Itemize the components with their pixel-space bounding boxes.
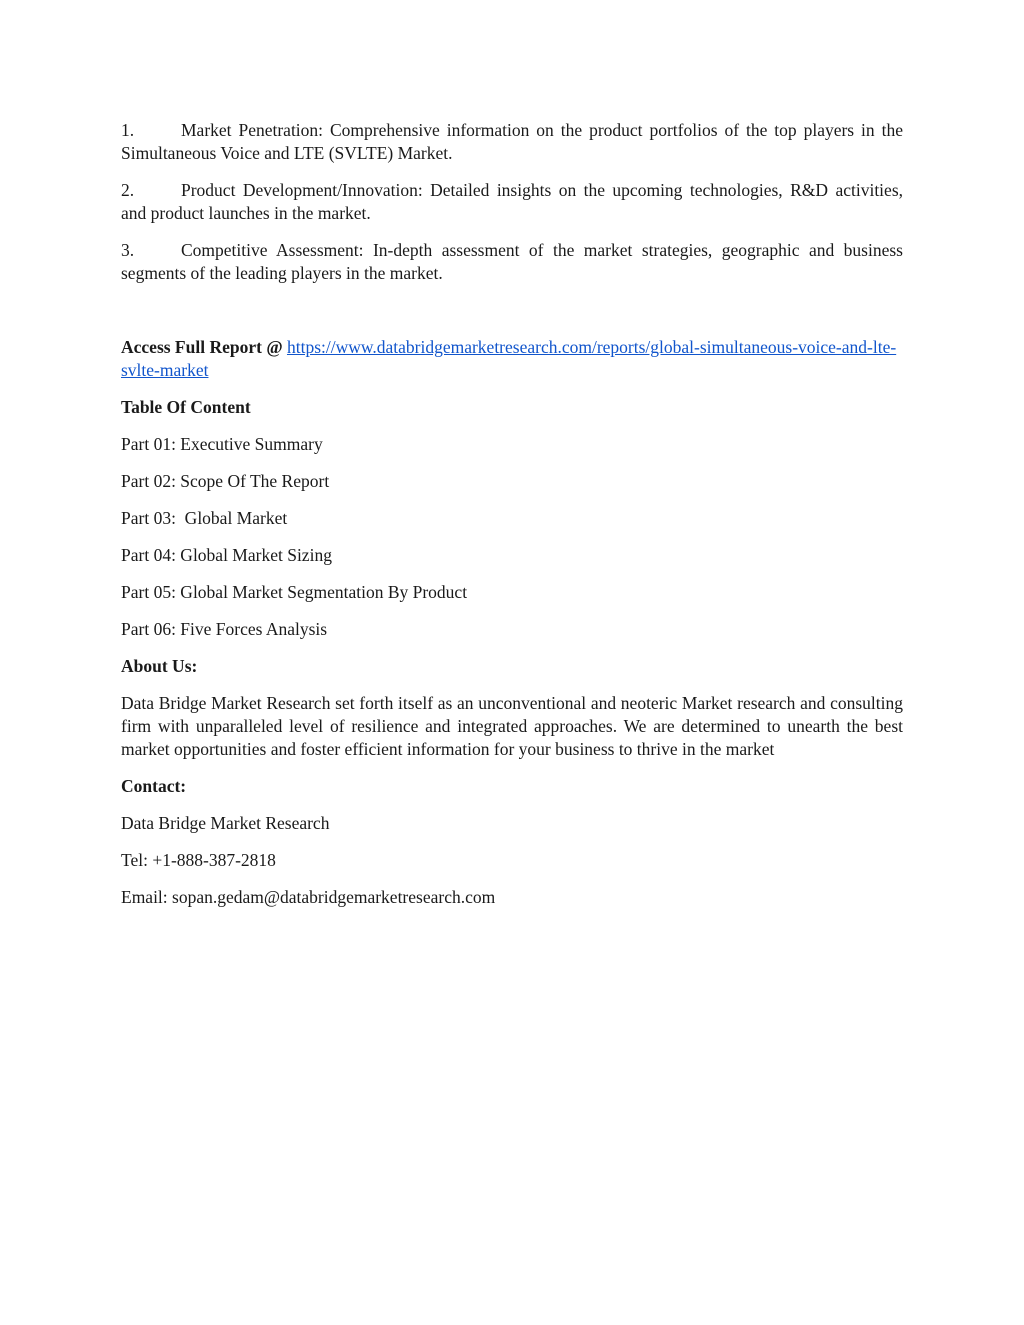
report-link[interactable]: https://www.databridgemarketresearch.com/reports/global-simultaneous-voice-and-lte-svlte-market bbox=[121, 337, 897, 380]
toc-part-6: Part 06: Five Forces Analysis bbox=[121, 619, 328, 639]
toc-heading: Table Of Content bbox=[121, 397, 251, 417]
list-item-3 bbox=[121, 239, 903, 285]
list-item-text: Competitive Assessment: In-depth assessment of the market strategies, geographic and business segments of the leading players in the market. bbox=[121, 240, 903, 283]
list-item-text: Market Penetration: Comprehensive information on the product portfolios of the top players in the Simultaneous Voice and LTE (SVLTE) Market. bbox=[121, 120, 903, 163]
toc-part-4: Part 04: Global Market Sizing bbox=[121, 545, 332, 565]
list-item-text: Product Development/Innovation: Detailed insights on the upcoming technologies, R&D activities, and product launches in the market. bbox=[121, 180, 903, 223]
contact-email: Email: sopan.gedam@databridgemarketresearch.com bbox=[121, 887, 496, 907]
list-number: 1. bbox=[121, 120, 135, 140]
toc-part-2: Part 02: Scope Of The Report bbox=[121, 471, 330, 491]
about-heading: About Us: bbox=[121, 656, 198, 676]
toc-part-3: Part 03: Global Market bbox=[121, 508, 288, 528]
contact-company: Data Bridge Market Research bbox=[121, 813, 330, 833]
contact-tel: Tel: +1-888-387-2818 bbox=[121, 850, 276, 870]
toc-part-5: Part 05: Global Market Segmentation By Product bbox=[121, 582, 468, 602]
contact-heading: Contact: bbox=[121, 776, 187, 796]
access-report-label: Access Full Report @ bbox=[121, 337, 287, 357]
list-item-1 bbox=[121, 119, 903, 165]
spacer bbox=[121, 299, 903, 336]
list-number: 2. bbox=[121, 180, 135, 200]
list-item-2 bbox=[121, 179, 903, 225]
about-text: Data Bridge Market Research set forth itself as an unconventional and neoteric Market research and consulting firm with unparalleled level of resilience and integrated approaches. We are determined to unearth the best market opportunities and foster efficient information for your business to thrive in the market bbox=[121, 693, 903, 759]
document-page bbox=[121, 119, 903, 923]
toc-part-1: Part 01: Executive Summary bbox=[121, 434, 323, 454]
list-number: 3. bbox=[121, 240, 135, 260]
access-report-line bbox=[121, 336, 903, 382]
